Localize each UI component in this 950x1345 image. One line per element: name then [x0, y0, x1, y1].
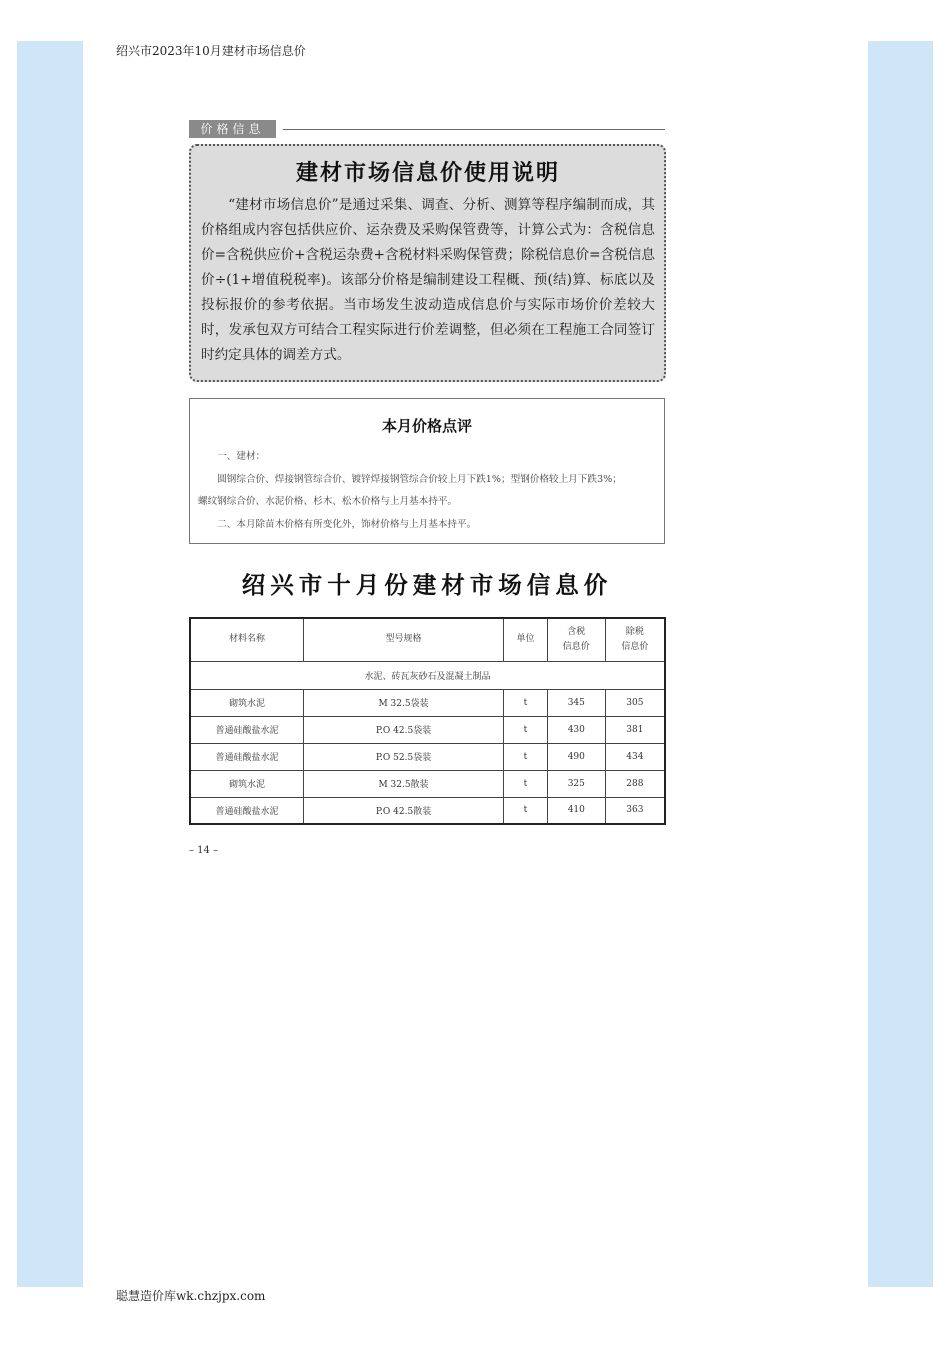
- cell-unit: t: [504, 689, 548, 716]
- cell-notax-price: 381: [605, 716, 665, 743]
- header-material-name: 材料名称: [190, 618, 303, 661]
- monthly-review-title: 本月价格点评: [381, 417, 472, 435]
- left-blue-margin: [17, 41, 83, 1287]
- usage-notice-body: “建材市场信息价”是通过采集、调查、分析、测算等程序编制而成，其价格组成内容包括供应价、运杂费及采购保管费等，计算公式为：含税信息价=含税供应价+含税运杂费+含税材料采购保管费；除税信息价=含税信息价÷(1+增值税税率)。该部分价格是编制建设工程概、预(结)算、标底以及投标报价的参考依据。当市场发生波动造成信息价与实际市场价价差较大时，发承包双方可结合工程实际进行价差调整，但必须在工程施工合同签订时约定具体的调差方式。: [201, 197, 655, 363]
- section-tag-row: [189, 120, 665, 138]
- document-header-title: 绍兴市2023年10月建材市场信息价: [116, 44, 306, 58]
- header-tax-price-line2: 信息价: [562, 641, 590, 652]
- header-notax-price: [605, 618, 665, 661]
- cell-tax-price: 325: [547, 770, 605, 797]
- review-line: 圆钢综合价、焊接钢管综合价、镀锌焊接钢管综合价较上月下跌1%；型钢价格较上月下跌3%；: [217, 473, 622, 485]
- price-table: [189, 617, 666, 825]
- cell-spec: M 32.5袋装: [303, 689, 503, 716]
- usage-notice-title: 建材市场信息价使用说明: [295, 161, 560, 186]
- header-notax-price-line2: 信息价: [621, 641, 649, 652]
- review-line: 一、建材：: [217, 451, 266, 462]
- cell-name: 普通硅酸盐水泥: [190, 797, 303, 824]
- header-tax-price: [547, 618, 605, 661]
- cell-name: 普通硅酸盐水泥: [190, 743, 303, 770]
- cell-name: 砌筑水泥: [190, 770, 303, 797]
- cell-tax-price: 490: [547, 743, 605, 770]
- usage-notice-box: [189, 144, 666, 382]
- cell-unit: t: [504, 770, 548, 797]
- monthly-review-body: [198, 446, 658, 536]
- cell-spec: P.O 42.5散装: [303, 797, 503, 824]
- cell-notax-price: 288: [605, 770, 665, 797]
- table-header-row: [190, 618, 665, 661]
- section-tag: 价格信息: [189, 120, 276, 138]
- cell-notax-price: 305: [605, 689, 665, 716]
- cell-name: 砌筑水泥: [190, 689, 303, 716]
- header-tax-price-line1: 含税: [567, 626, 586, 637]
- section-rule: [283, 129, 665, 130]
- review-line: 螺纹钢综合价、水泥价格、杉木、松木价格与上月基本持平。: [198, 496, 458, 507]
- cell-notax-price: 363: [605, 797, 665, 824]
- table-row: [190, 743, 665, 770]
- header-notax-price-line1: 除税: [625, 626, 644, 637]
- cell-spec: P.O 52.5袋装: [303, 743, 503, 770]
- table-row: [190, 797, 665, 824]
- cell-notax-price: 434: [605, 743, 665, 770]
- review-line: 二、本月除苗木价格有所变化外，饰材价格与上月基本持平。: [217, 518, 477, 530]
- cell-unit: t: [504, 797, 548, 824]
- table-row: [190, 770, 665, 797]
- cell-tax-price: 410: [547, 797, 605, 824]
- monthly-review-box: [189, 398, 665, 544]
- cell-tax-price: 430: [547, 716, 605, 743]
- table-row: [190, 716, 665, 743]
- cell-tax-price: 345: [547, 689, 605, 716]
- cell-name: 普通硅酸盐水泥: [190, 716, 303, 743]
- header-unit: 单位: [504, 618, 548, 661]
- document-footer-site: 聪慧造价库wk.chzjpx.com: [116, 1289, 266, 1303]
- table-row: [190, 689, 665, 716]
- right-blue-margin: [868, 41, 933, 1287]
- table-group-row: [190, 661, 665, 689]
- header-spec: 型号规格: [303, 618, 503, 661]
- cell-unit: t: [504, 743, 548, 770]
- page-number: – 14 –: [189, 845, 219, 856]
- cell-spec: P.O 42.5袋装: [303, 716, 503, 743]
- cell-spec: M 32.5散装: [303, 770, 503, 797]
- group-label: 水泥、砖瓦灰砂石及混凝土制品: [190, 661, 665, 689]
- price-list-title: 绍兴市十月份建材市场信息价: [241, 571, 613, 599]
- cell-unit: t: [504, 716, 548, 743]
